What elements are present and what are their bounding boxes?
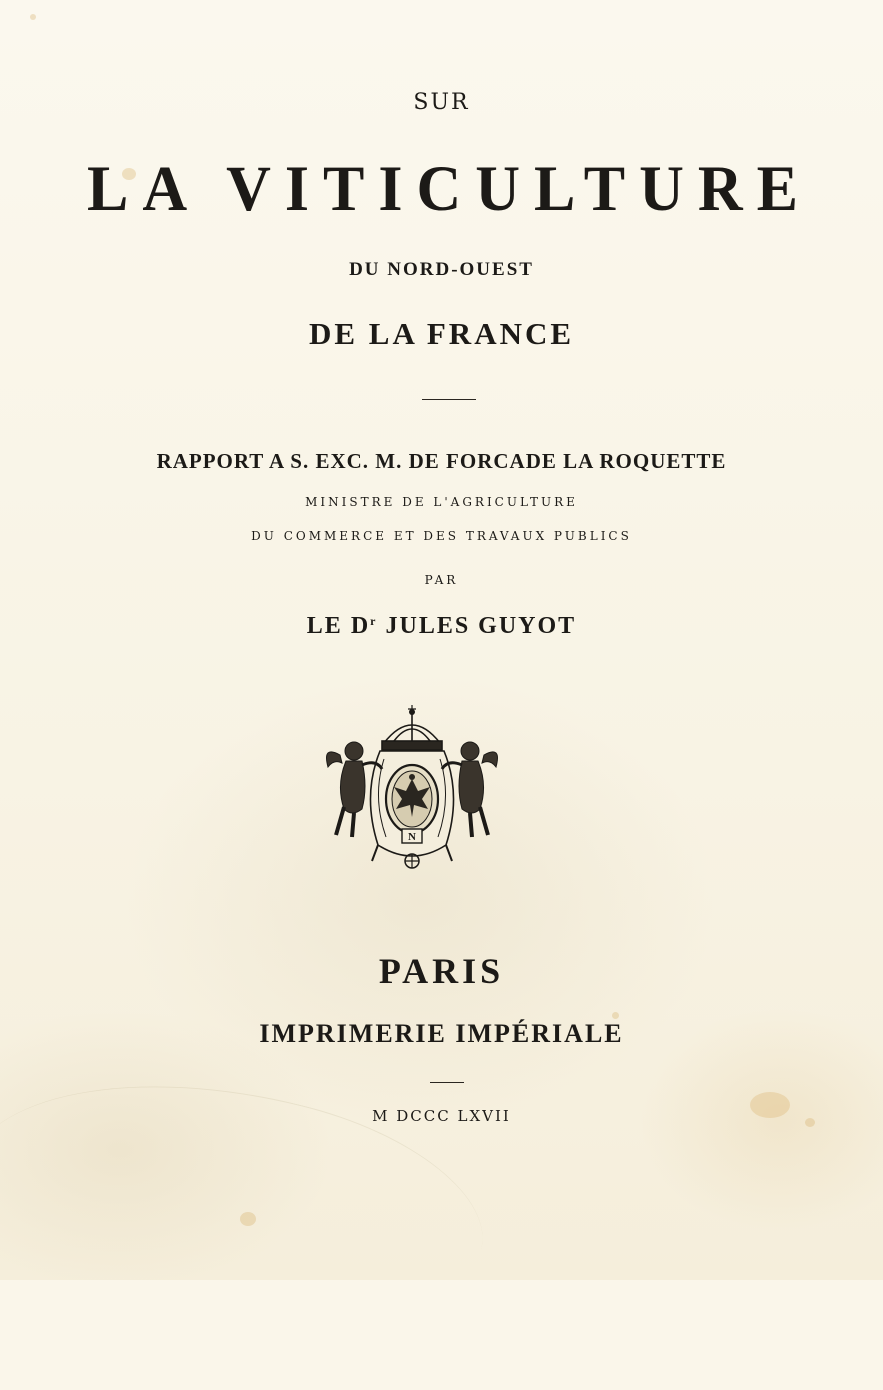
divider-rule [430,1082,464,1083]
printer-name: IMPRIMERIE IMPÉRIALE [259,1019,624,1048]
title-prefix: SUR [413,90,470,115]
foxing-stain [240,1212,256,1226]
subtitle-line-2: DE LA FRANCE [308,316,575,351]
author-surname: JULES GUYOT [377,613,577,639]
publication-city: PARIS [378,951,505,991]
foxing-stain [30,14,36,20]
monogram-letter: N [408,831,416,843]
by-label: PAR [424,573,459,587]
report-dedication: RAPPORT A S. EXC. M. DE FORCADE LA ROQUETTE [156,449,727,473]
subtitle-line-1: DU NORD-OUEST [349,259,534,280]
imperial-coat-of-arms-icon [322,705,502,885]
author-name [0,614,883,638]
minister-title-line-2: DU COMMERCE ET DES TRAVAUX PUBLICS [251,529,632,543]
minister-title-line-1: MINISTRE DE L'AGRICULTURE [305,495,578,509]
publication-year: M DCCC LXVII [372,1107,511,1125]
divider-rule [422,399,476,400]
main-title: LA VITICULTURE [87,153,812,225]
foxing-stain [612,1012,619,1019]
author-prefix: LE D [306,613,371,639]
author-superscript: r [370,614,378,628]
paper-fold [0,1030,505,1390]
